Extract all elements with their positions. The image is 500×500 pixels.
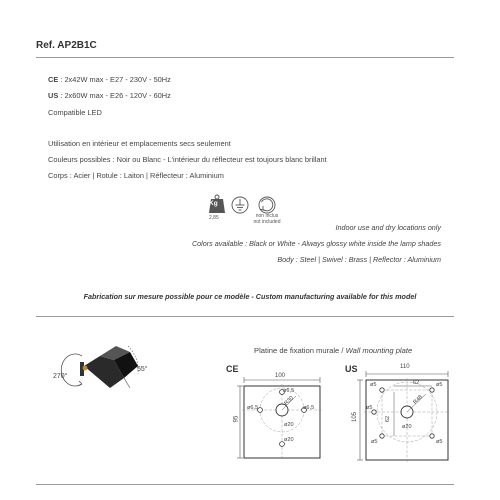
plate-title-fr: Platine de fixation murale [254,346,340,355]
us-center-label: ø20 [402,424,412,430]
us-hole-top-right-label: ø5 [436,382,443,388]
spec-us [48,91,171,100]
spec-us-text: : 2x60W max - E26 - 120V - 60Hz [58,91,171,100]
lamp-body [80,346,138,388]
ce-center-label: ø20 [284,422,294,428]
us-hole-bottom-right-label: ø5 [436,439,443,445]
en-colors: Colors available : Black or White - Always glossy white inside the lamp shades [191,239,441,248]
plate-title [254,346,412,355]
weight-value: 2,85 [209,215,219,221]
us-inner-height-label: 62 [385,415,392,423]
ce-bottom-label: ø20 [284,437,294,443]
us-width-label: 110 [400,364,410,370]
swivel-icon [83,366,88,371]
fr-materials: Corps : Acier | Rotule : Laiton | Réflecteur : Aluminium [48,171,224,180]
us-hole-left-label: ø5 [366,405,373,411]
spec-ce [48,75,171,84]
us-plate-label: US [345,364,358,374]
en-materials: Body : Steel | Swivel : Brass | Reflector : Aluminium [277,255,441,264]
spec-ce-text: : 2x42W max - E27 - 230V - 50Hz [58,75,171,84]
plate-title-en: Wall mounting plate [345,346,413,355]
ce-plate-drawing [232,368,332,468]
ce-plate-label: CE [226,364,239,374]
lamp-rotation-arc [61,354,82,386]
dimmer-note-en: not included [253,219,281,225]
fr-usage: Utilisation en intérieur et emplacements secs seulement [48,139,231,148]
us-inner-width-label: 62 [413,380,420,386]
dimmer-note-fr: non inclus [255,213,279,219]
ce-height-label: 95 [233,415,240,423]
us-hole-top-left-label: ø5 [370,382,377,388]
ce-radius-label: R30 [283,395,295,407]
us-plate-drawing [352,368,460,468]
spec-led: Compatible LED [48,108,102,117]
middle-divider [36,316,454,317]
lamp-tilt-label: 55° [137,366,148,373]
reference-title: Ref. AP2B1C [36,40,97,51]
en-usage: Indoor use and dry locations only [335,223,441,232]
us-radius-label: R48 [412,394,424,406]
fr-colors: Couleurs possibles : Noir ou Blanc - L'intérieur du réflecteur est toujours blanc brillant [48,155,327,164]
spec-us-label: US [48,91,59,100]
plate-title-sep: / [339,346,346,355]
ce-hole-right-label: ø6,5 [303,405,315,411]
top-divider [36,57,454,58]
ground-icon [232,197,248,213]
weight-unit: Kg [209,200,218,207]
ce-hole-top-label: ø6,5 [283,388,295,394]
ce-hole-left-label: ø6,5 [247,405,259,411]
us-height-label: 105 [352,411,359,423]
ce-width-label: 100 [275,373,286,379]
dimmer-icon [259,197,275,213]
bottom-divider [36,484,454,485]
us-hole-bottom-left-label: ø5 [371,439,378,445]
lamp-rotation-label: 270° [53,373,68,380]
spec-ce-label: CE [48,75,59,84]
custom-manufacturing-note: Fabrication sur mesure possible pour ce modèle - Custom manufacturing available for this model [83,292,417,301]
